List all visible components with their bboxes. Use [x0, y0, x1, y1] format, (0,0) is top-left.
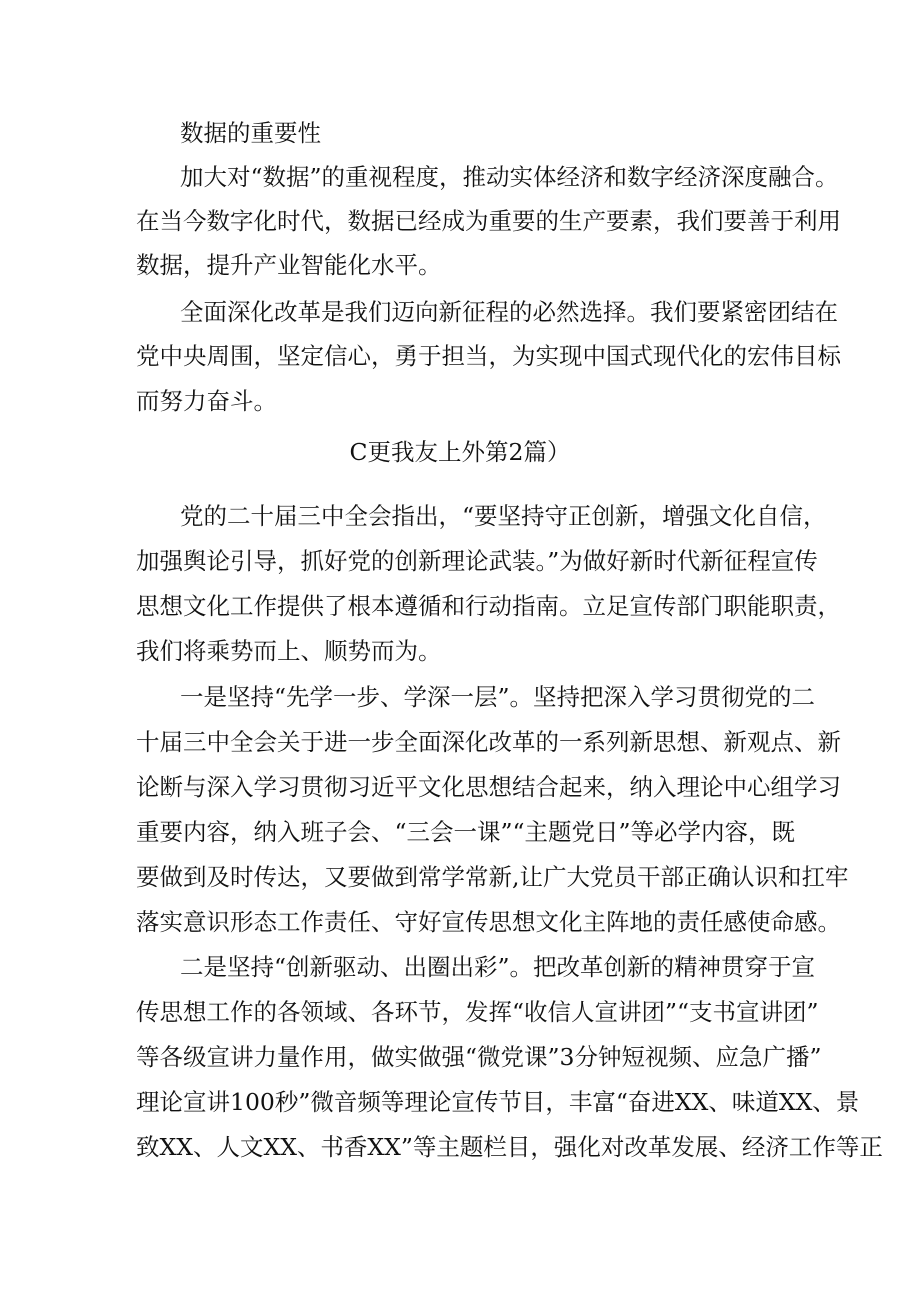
paragraph-line: 我们将乘势而上、顺势而为。 [136, 637, 442, 665]
paragraph-line: 论断与深入学习贯彻习近平文化思想结合起来，纳入理论中心组学习 [136, 773, 841, 801]
paragraph-line: 数据的重要性 [180, 119, 321, 147]
section-heading: C更我友上外第2篇） [349, 438, 571, 466]
paragraph-line: 而努力奋斗。 [136, 387, 277, 415]
paragraph-line: 落实意识形态工作责任、守好宣传思想文化主阵地的责任感使命感。 [136, 908, 841, 936]
paragraph-line: 二是坚持“创新驱动、出圈出彩”。把改革创新的精神贯穿于宣 [180, 953, 816, 981]
paragraph-line: 全面深化改革是我们迈向新征程的必然选择。我们要紧密团结在 [180, 298, 838, 326]
paragraph-line: 要做到及时传达，又要做到常学常新,让广大党员干部正确认识和扛牢 [136, 863, 849, 891]
paragraph-line: 致XX、人文XX、书香XX”等主题栏目，强化对改革发展、经济工作等正 [136, 1133, 883, 1161]
paragraph-line: 重要内容，纳入班子会、“三会一课”“主题党日”等必学内容，既 [136, 818, 796, 846]
paragraph-line: 数据，提升产业智能化水平。 [136, 251, 442, 279]
paragraph-line: 加强舆论引导，抓好党的创新理论武装。”为做好新时代新征程宣传 [136, 547, 818, 575]
paragraph-line: 在当今数字化时代，数据已经成为重要的生产要素，我们要善于利用 [136, 207, 841, 235]
paragraph-line: 党中央周围，坚定信心，勇于担当，为实现中国式现代化的宏伟目标 [136, 342, 841, 370]
paragraph-line: 等各级宣讲力量作用，做实做强“微党课”3分钟短视频、应急广播” [136, 1043, 822, 1071]
paragraph-line: 理论宣讲100秒”微音频等理论宣传节目，丰富“奋进XX、味道XX、景 [136, 1088, 860, 1116]
paragraph-line: 加大对“数据”的重视程度，推动实体经济和数字经济深度融合。 [180, 163, 839, 191]
paragraph-line: 传思想工作的各领域、各环节，发挥“收信人宣讲团”“支书宣讲团” [136, 998, 819, 1026]
paragraph-line: 党的二十届三中全会指出，“要坚持守正创新，增强文化自信， [180, 502, 827, 530]
paragraph-line: 思想文化工作提供了根本遵循和行动指南。立足宣传部门职能职责， [136, 592, 841, 620]
paragraph-line: 十届三中全会关于进一步全面深化改革的一系列新思想、新观点、新 [136, 728, 841, 756]
paragraph-line: 一是坚持“先学一步、学深一层”。坚持把深入学习贯彻党的二 [180, 683, 816, 711]
